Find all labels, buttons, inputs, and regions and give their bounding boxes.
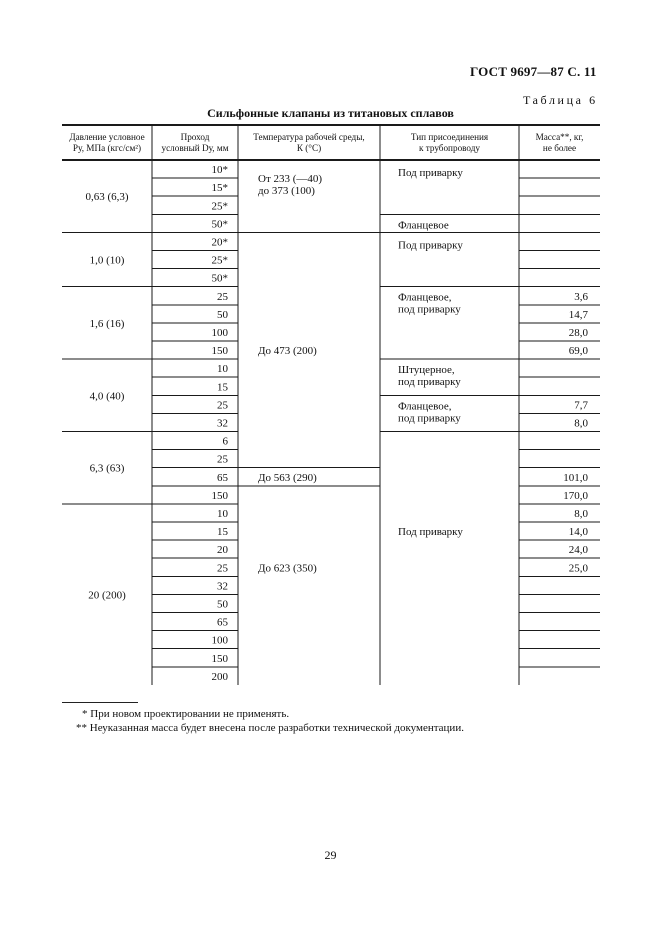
nominal-diameter: 15 (217, 526, 228, 539)
nominal-diameter: 20* (211, 236, 228, 249)
valve-table (62, 125, 600, 691)
footnote-rule (62, 702, 138, 703)
header-reference: ГОСТ 9697—87 С. 11 (470, 64, 597, 79)
mass-value: 14,7 (568, 308, 588, 321)
pressure-label: 6,3 (63) (89, 462, 125, 475)
nominal-diameter: 15 (217, 381, 228, 394)
connection-type: Фланцевое, (398, 400, 452, 413)
column-header-4: к трубопроводу (418, 143, 481, 153)
connection-type: Фланцевое, (398, 291, 452, 304)
pressure-label: 0,63 (6,3) (85, 191, 129, 204)
nominal-diameter: 6 (222, 435, 228, 448)
footnote-2: ** Неуказанная масса будет внесена после разработки технической документации. (76, 722, 464, 734)
nominal-diameter: 150 (211, 345, 228, 358)
column-header-3: Температура рабочей среды, (253, 132, 365, 142)
mass-value: 25,0 (568, 562, 588, 575)
table-label: Таблица 6 (523, 93, 598, 107)
nominal-diameter: 50 (217, 308, 228, 321)
nominal-diameter: 25 (217, 453, 228, 466)
nominal-diameter: 65 (217, 616, 228, 629)
pressure-label: 4,0 (40) (89, 390, 125, 403)
column-header-1: Pу, МПа (кгс/см²) (72, 143, 142, 153)
connection-type: Под приварку (398, 239, 463, 252)
nominal-diameter: 150 (211, 489, 228, 502)
nominal-diameter: 20 (217, 544, 228, 557)
nominal-diameter: 10 (217, 363, 228, 376)
temperature-value: От 233 (—40) (258, 173, 323, 185)
column-header-5: Масса**, кг, (535, 132, 584, 142)
column-header-5: не более (542, 143, 577, 153)
mass-value: 24,0 (568, 544, 588, 557)
nominal-diameter: 25* (211, 254, 228, 267)
nominal-diameter: 200 (211, 670, 228, 683)
nominal-diameter: 10 (217, 507, 228, 520)
temperature-value: До 563 (290) (258, 471, 317, 484)
nominal-diameter: 32 (217, 417, 228, 430)
nominal-diameter: 100 (211, 326, 228, 339)
connection-type: под приварку (398, 303, 461, 316)
nominal-diameter: 32 (217, 580, 228, 593)
column-header-4: Тип присоединения (410, 132, 489, 142)
nominal-diameter: 50 (217, 598, 228, 611)
nominal-diameter: 50* (211, 272, 228, 285)
pressure-label: 1,0 (10) (89, 254, 125, 267)
column-header-2: Проход (180, 132, 210, 142)
connection-type: под приварку (398, 412, 461, 425)
nominal-diameter: 25* (211, 200, 228, 213)
nominal-diameter: 100 (211, 634, 228, 647)
mass-value: 28,0 (568, 326, 588, 339)
connection-type: Под приварку (398, 167, 463, 179)
nominal-diameter: 50* (211, 218, 228, 231)
column-header-3: К (°С) (296, 143, 322, 153)
mass-value: 8,0 (574, 417, 588, 430)
column-header-1: Давление условное (69, 132, 145, 142)
pressure-label: 20 (200) (88, 589, 126, 602)
nominal-diameter: 65 (217, 471, 228, 484)
column-header-2: условный Dу, мм (161, 143, 229, 153)
connection-type: под приварку (398, 376, 461, 389)
pressure-label: 1,6 (16) (89, 317, 125, 330)
nominal-diameter: 25 (217, 399, 228, 412)
nominal-diameter: 15* (211, 182, 228, 195)
connection-type: Под приварку (398, 526, 463, 539)
mass-value: 14,0 (568, 526, 588, 539)
connection-type: Штуцерное, (398, 364, 455, 377)
table-title: Сильфонные клапаны из титановых сплавов (207, 106, 454, 120)
temperature-value: до 373 (100) (258, 185, 315, 197)
mass-value: 7,7 (574, 399, 588, 412)
page-number: 29 (324, 848, 337, 862)
nominal-diameter: 10* (211, 164, 228, 177)
mass-value: 8,0 (574, 507, 588, 520)
mass-value: 101,0 (563, 471, 588, 484)
temperature-value: До 623 (350) (258, 562, 317, 575)
nominal-diameter: 150 (211, 652, 228, 665)
nominal-diameter: 25 (217, 290, 228, 303)
mass-value: 3,6 (574, 290, 588, 303)
valve-table-grid (62, 125, 600, 691)
temperature-value: До 473 (200) (258, 345, 317, 358)
nominal-diameter: 25 (217, 562, 228, 575)
mass-value: 170,0 (563, 489, 588, 502)
connection-type: Фланцевое (398, 219, 449, 232)
footnote-1: * При новом проектировании не применять. (82, 708, 290, 720)
mass-value: 69,0 (568, 345, 588, 358)
